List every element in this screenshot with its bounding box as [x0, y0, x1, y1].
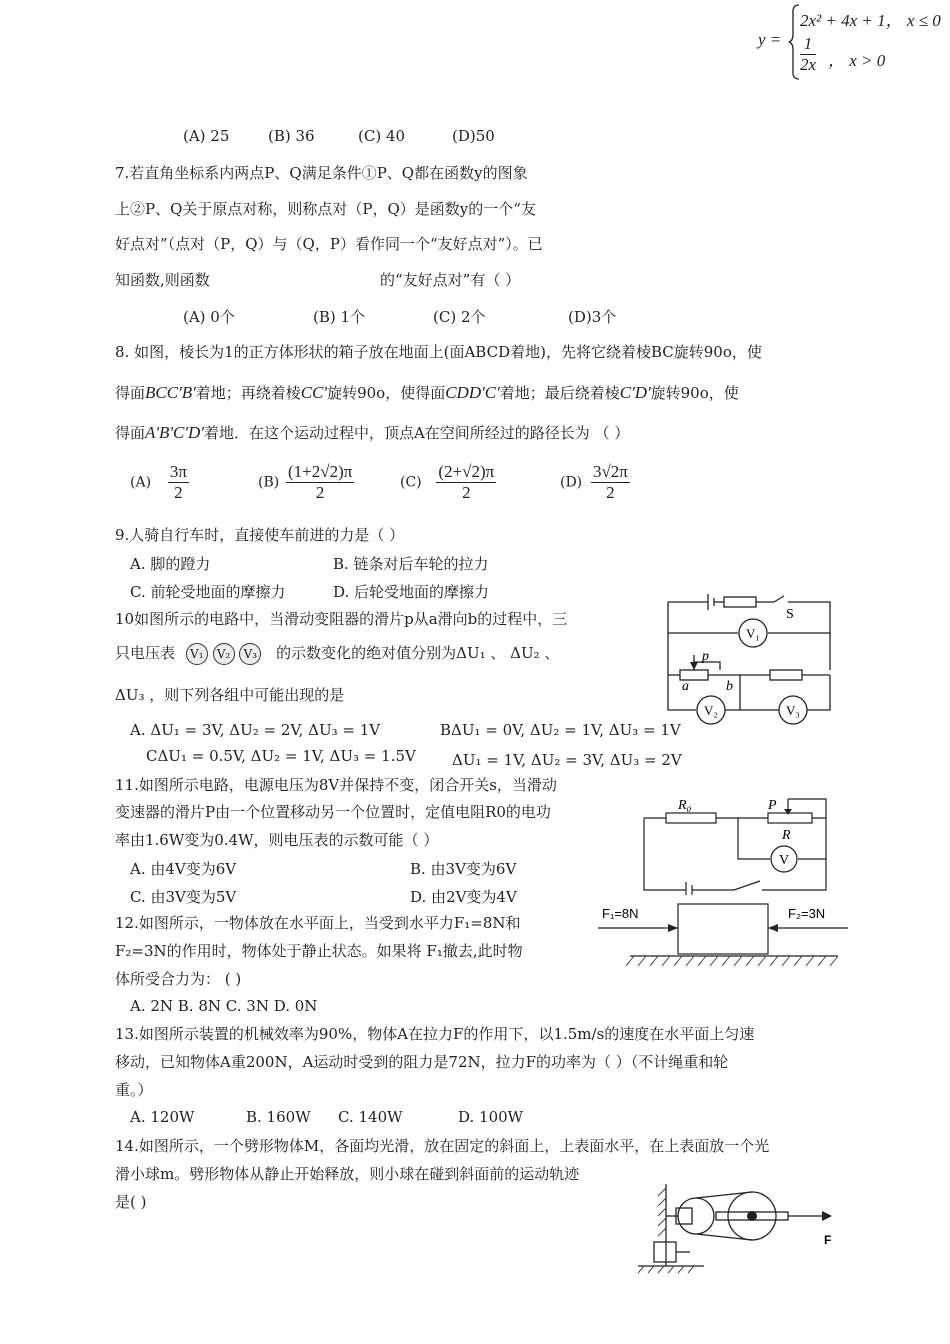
q8-text: 得面: [115, 424, 146, 442]
option-frac: [436, 462, 496, 503]
frac-num: 3π: [169, 462, 187, 481]
q8-text: 旋转90o，使得面: [327, 384, 446, 402]
voltmeter-v2-icon: V₂: [213, 643, 235, 665]
option-frac: [168, 462, 189, 503]
r0-label: R₀: [678, 798, 692, 813]
q8-line-1: 8. 如图，棱长为1的正方体形状的箱子放在地面上(面ABCD着地)，先将它绕着棱BC旋转90o，使: [115, 343, 762, 361]
q6-option-a: (A) 25: [183, 127, 230, 145]
piecewise-case2-frac: [800, 34, 816, 75]
q9-option-c: C. 前轮受地面的摩擦力: [130, 583, 286, 601]
frac-num: (1+2√2)π: [288, 462, 353, 481]
q13-line-2: 移动，已知物体A重200N，A运动时受到的阻力是72N，拉力F的功率为（ ）（不计绳重和轮: [115, 1053, 729, 1071]
option-label: (D): [560, 474, 583, 491]
q8-text: 着地；再绕着棱: [195, 384, 301, 402]
q7-line-3: 好点对”（点对（P，Q）与（Q，P）看作同一个“友好点对”）。已: [115, 235, 543, 253]
q7-option-a: (A) 0个: [183, 308, 235, 326]
q7-line-1: 7.若直角坐标系内两点P、Q满足条件①P、Q都在函数y的图象: [115, 164, 528, 182]
f1-label: F₁=8N: [602, 906, 639, 921]
q8-math-edge: CC': [300, 383, 328, 402]
option-frac: [286, 462, 354, 503]
v3-label: V₃: [786, 703, 800, 718]
q10-option-a: A. ΔU₁ = 3V, ΔU₂ = 2V, ΔU₃ = 1V: [130, 721, 381, 739]
slider-arrow-icon: [784, 809, 792, 815]
q10-text: 只电压表: [115, 644, 176, 662]
q8-text: 旋转90o，使: [650, 384, 739, 402]
piecewise-case2-cond: ， x > 0: [828, 51, 886, 70]
piecewise-lhs: y =: [758, 30, 782, 49]
v2-label: V₂: [704, 703, 718, 718]
q7-option-d: (D)3个: [568, 308, 617, 326]
q10-option-b: BΔU₁ = 0V, ΔU₂ = 1V, ΔU₃ = 1V: [440, 721, 681, 739]
pulley-axle-icon: [747, 1211, 757, 1221]
q8-math-face: A'B'C'D': [145, 423, 204, 442]
q8-math-face: CDD'C': [445, 383, 500, 402]
q10-line-3: ΔU₃ ，则下列各组中可能出现的是: [115, 686, 345, 704]
q14-pulley-figure: [634, 1180, 844, 1274]
q8-text: 着地；最后绕着棱: [499, 384, 620, 402]
ground-hatch-icon: [626, 956, 838, 966]
q11-option-a: A. 由4V变为6V: [130, 860, 237, 878]
frac-den: 2: [462, 483, 471, 502]
q11-option-b: B. 由3V变为6V: [410, 860, 517, 878]
q10-line-1: 10如图所示的电路中，当滑动变阻器的滑片p从a滑向b的过程中，三: [115, 610, 568, 628]
q7-line-4-tail: 的“友好点对”有（ ）: [380, 271, 521, 289]
frac-num: (2+√2)π: [438, 462, 495, 481]
q13-option-b: B. 160W: [246, 1108, 311, 1126]
p-label: P: [768, 798, 777, 813]
arrow-right-icon: [668, 924, 678, 932]
voltmeter-v3-icon: V₃: [239, 643, 261, 665]
frac-den: 2: [174, 483, 183, 502]
q9-option-b: B. 链条对后车轮的拉力: [333, 555, 489, 573]
q12-force-figure: [598, 898, 850, 970]
brace-icon: [788, 4, 800, 80]
arrow-left-icon: [768, 924, 778, 932]
q12-line-1: 12.如图所示，一物体放在水平面上，当受到水平力F₁=8N和: [115, 914, 521, 932]
p-label: p: [702, 649, 709, 664]
q12-line-3: 体所受合力为： ( ): [115, 970, 242, 988]
q11-circuit-figure: [638, 795, 838, 895]
arrow-right-icon: [822, 1211, 832, 1221]
q9-option-a: A. 脚的蹬力: [130, 555, 211, 573]
q8-math-edge: C'D': [619, 383, 651, 402]
frac-num: 3√2π: [592, 462, 628, 481]
q13-option-c: C. 140W: [338, 1108, 403, 1126]
q10-text: 的示数变化的绝对值分别为ΔU₁ 、 ΔU₂ 、: [276, 644, 560, 662]
piecewise-function: [758, 2, 950, 82]
switch-label: S: [786, 607, 794, 622]
q8-option-d: [560, 462, 630, 503]
frac-den: 2: [606, 483, 615, 502]
q8-text: 得面: [115, 384, 146, 402]
f2-label: F₂=3N: [788, 906, 826, 921]
q8-math-face: BCC'B': [145, 383, 196, 402]
v-label: V: [779, 853, 790, 868]
a-label: a: [682, 679, 689, 694]
q11-option-d: D. 由2V变为4V: [410, 888, 517, 906]
q9-option-d: D. 后轮受地面的摩擦力: [333, 583, 490, 601]
q6-option-d: (D)50: [452, 127, 495, 145]
q7-option-c: (C) 2个: [433, 308, 486, 326]
option-frac: [591, 462, 630, 503]
q11-line-1: 11.如图所示电路，电源电压为8V并保持不变，闭合开关s，当滑动: [115, 776, 557, 794]
frac-den: 2: [315, 483, 325, 502]
q13-line-1: 13.如图所示装置的机械效率为90%，物体A在拉力F的作用下，以1.5m/s的速度在水平面上匀速: [115, 1025, 755, 1043]
q13-option-d: D. 100W: [458, 1108, 524, 1126]
q9-stem: 9.人骑自行车时，直接使车前进的力是（ ）: [115, 526, 405, 544]
q11-option-c: C. 由3V变为5V: [130, 888, 237, 906]
q8-option-a: [130, 462, 189, 503]
q11-line-2: 变速器的滑片P由一个位置移动另一个位置时，定值电阻R0的电功: [115, 803, 551, 821]
q10-option-c: CΔU₁ = 0.5V, ΔU₂ = 1V, ΔU₃ = 1.5V: [146, 747, 416, 765]
option-label: (C): [400, 474, 422, 491]
f-label: F: [824, 1233, 832, 1247]
v1-label: V₁: [746, 626, 760, 641]
option-label: (A): [130, 474, 152, 491]
r-label: R: [782, 828, 791, 843]
q14-line-1: 14.如图所示，一个劈形物体M，各面均光滑，放在固定的斜面上，上表面水平，在上表面放一个光: [115, 1137, 770, 1155]
q8-line-3: [115, 423, 629, 443]
q8-text: 着地．在这个运动过程中，顶点A在空间所经过的路径长为 （ ）: [203, 424, 630, 442]
q12-line-2: F₂=3N的作用时，物体处于静止状态。如果将 F₁撤去,此时物: [115, 942, 523, 960]
slider-arrow-icon: [690, 662, 698, 670]
b-label: b: [726, 679, 733, 694]
voltmeter-v1-icon: V₁: [186, 643, 208, 665]
q6-option-c: (C) 40: [358, 127, 406, 145]
q13-line-3: 重。）: [115, 1081, 153, 1099]
q13-option-a: A. 120W: [130, 1108, 195, 1126]
q14-line-3: 是( ): [115, 1193, 147, 1211]
frac-num: 1: [800, 34, 816, 55]
q7-line-2: 上②P、Q关于原点对称，则称点对（P，Q）是函数y的一个“友: [115, 200, 536, 218]
frac-den: 2x: [800, 55, 817, 74]
q7-line-4: 知函数,则函数: [115, 271, 210, 289]
piecewise-case1: 2x² + 4x + 1， x ≤ 0: [800, 11, 941, 30]
q8-option-c: [400, 462, 496, 503]
q10-line-2: [115, 643, 559, 665]
option-label: (B): [258, 474, 280, 491]
q10-option-d: ΔU₁ = 1V, ΔU₂ = 3V, ΔU₃ = 2V: [452, 751, 682, 769]
q12-options: A. 2N B. 8N C. 3N D. 0N: [130, 997, 318, 1015]
q10-circuit-figure: [660, 590, 840, 730]
q6-option-b: (B) 36: [268, 127, 315, 145]
q14-line-2: 滑小球m。劈形物体从静止开始释放，则小球在碰到斜面前的运动轨迹: [115, 1165, 580, 1183]
q8-option-b: [258, 462, 354, 503]
q11-line-3: 率由1.6W变为0.4W，则电压表的示数可能（ ）: [115, 831, 439, 849]
q7-option-b: (B) 1个: [313, 308, 366, 326]
q8-line-2: [115, 383, 739, 403]
